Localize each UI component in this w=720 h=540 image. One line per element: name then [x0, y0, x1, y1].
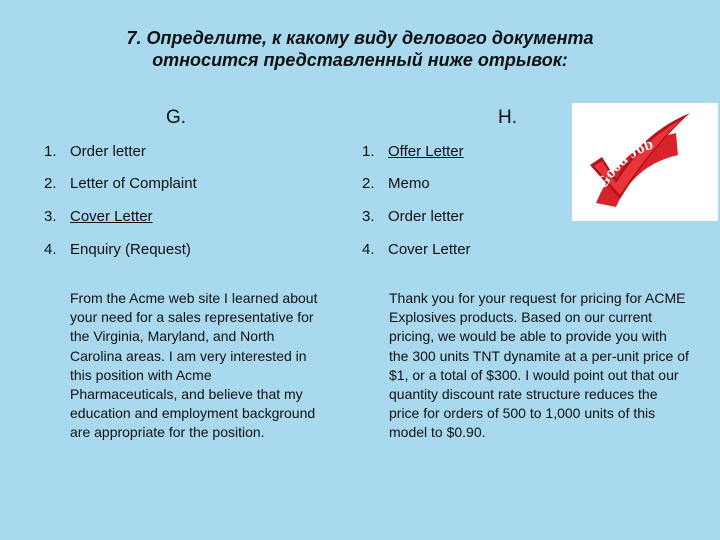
option-number: 4. [362, 241, 375, 258]
checkmark-icon [572, 103, 718, 221]
option-number: 2. [362, 175, 375, 192]
option-label-selected: Offer Letter [388, 143, 464, 160]
excerpt-g: From the Acme web site I learned about your need for a sales representative for the Virginia, Maryland, and North Carolina areas. I am very interested in this position with Acme Pharmaceuticals, and believe that my education and employment background are appropriate for the position. [70, 290, 318, 441]
option-label: Enquiry (Request) [70, 241, 191, 258]
option-g-3[interactable] [44, 208, 153, 226]
option-h-4[interactable] [362, 241, 471, 259]
column-g-heading: G. [166, 107, 187, 128]
option-number: 4. [44, 241, 57, 258]
option-number: 3. [362, 208, 375, 225]
option-number: 3. [44, 208, 57, 225]
option-label: Order letter [70, 143, 146, 160]
title-line-2: относится представленный ниже отрывок: [152, 50, 568, 70]
option-label: Cover Letter [388, 241, 471, 258]
option-label: Order letter [388, 208, 464, 225]
option-number: 2. [44, 175, 57, 192]
excerpt-h: Thank you for your request for pricing for ACME Explosives products. Based on our current pricing, we would be able to provide you with the 300 units TNT dynamite at a per-unit price of $1, or a total of $300. I would point out that our quantity discount rate structure reduces the price for orders of 500 to 1,000 units of this model to $0.90. [389, 290, 689, 441]
column-h-heading: H. [498, 107, 517, 128]
option-h-1[interactable] [362, 143, 464, 161]
option-g-4[interactable] [44, 241, 191, 259]
option-h-2[interactable] [362, 175, 430, 193]
option-g-1[interactable] [44, 143, 146, 161]
slide-title [0, 27, 720, 71]
option-g-2[interactable] [44, 175, 197, 193]
option-label: Memo [388, 175, 430, 192]
option-number: 1. [362, 143, 375, 160]
option-number: 1. [44, 143, 57, 160]
title-line-1: 7. Определите, к какому виду делового документа [126, 28, 594, 48]
badge-text: Good Job [593, 135, 656, 192]
option-label: Letter of Complaint [70, 175, 197, 192]
good-job-badge [572, 103, 718, 221]
option-h-3[interactable] [362, 208, 464, 226]
option-label-selected: Cover Letter [70, 208, 153, 225]
